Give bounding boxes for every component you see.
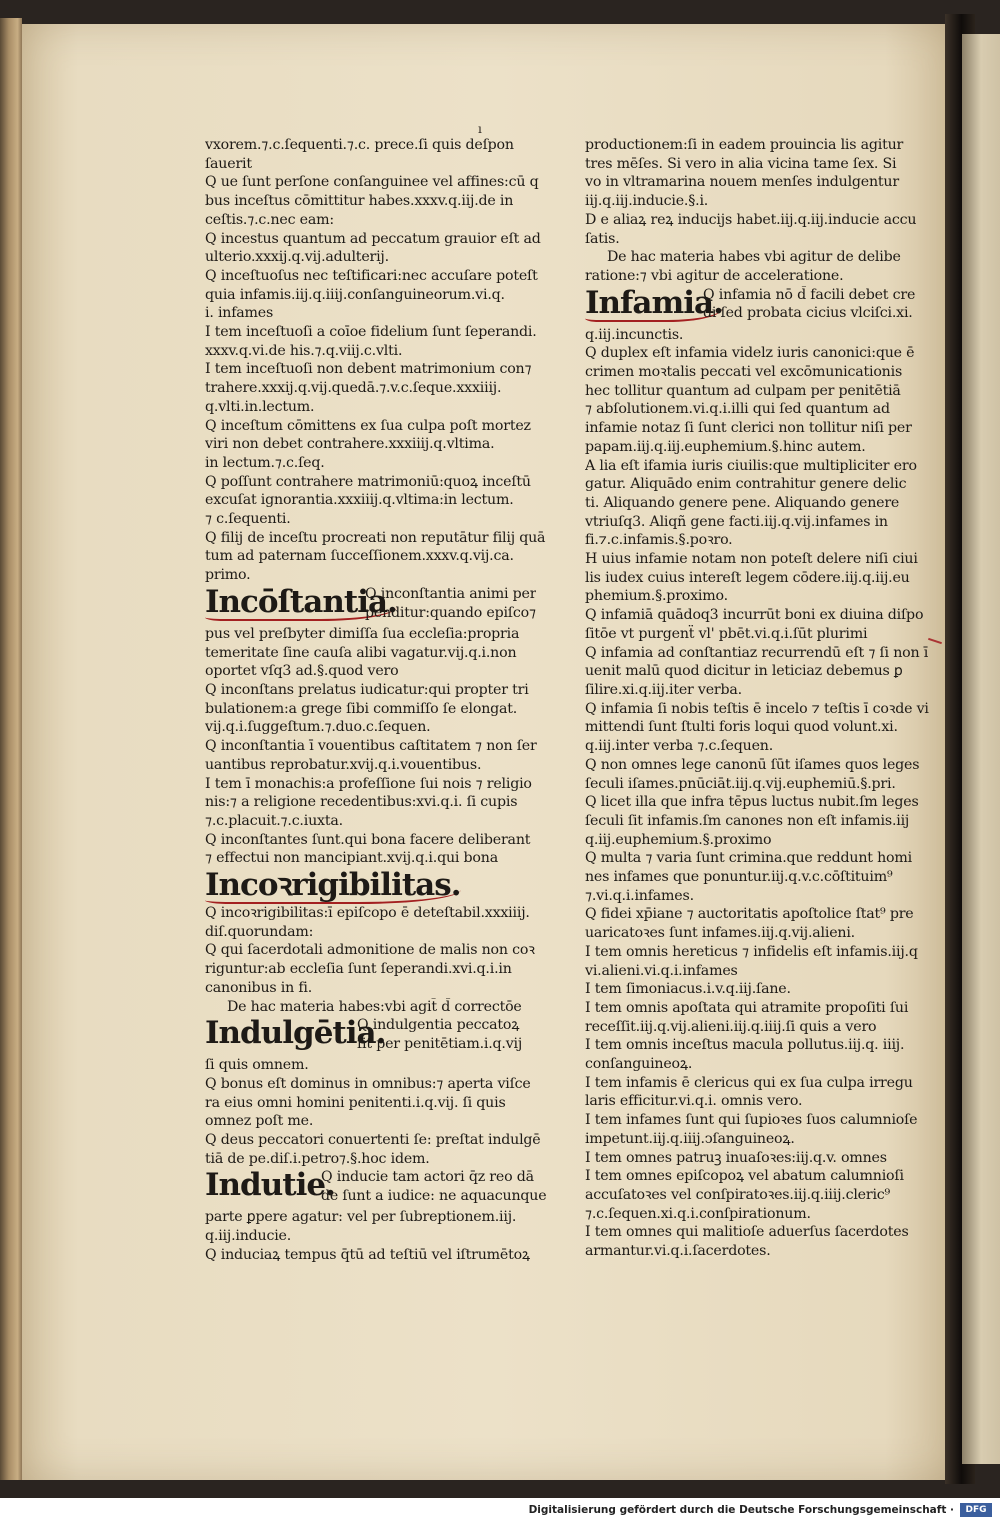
text-line: accuſatoꝛes vel conſpiratoꝛes.iij.q.iiij.cleric⁹	[585, 1186, 891, 1203]
text-line: ⁊.c.ſequen.xi.q.i.conſpirationum.	[585, 1205, 811, 1222]
text-line: q.vlti.in.lectum.	[205, 398, 315, 415]
text-line: Q fidei xp̄iane ⁊ auctoritatis apoſtolice ſtat⁹ pre	[585, 906, 914, 923]
headword-tail: Q infamia nō d̄ facili debet cre	[703, 286, 916, 303]
text-line: Q ue ſunt perſone conſanguinee vel affines:cū q	[205, 174, 539, 191]
dfg-logo: DFG	[960, 1503, 992, 1517]
text-line: ceſtis.⁊.c.nec eam:	[205, 211, 334, 228]
entry-head-indutie	[205, 1168, 557, 1208]
headword-tail: di ſed probata cicius vlciſci.xi.	[703, 305, 913, 322]
text-line: H uius infamie notam non poteſt delere niſi ciui	[585, 551, 918, 568]
text-line: ti. Aliquando genere pene. Aliquando genere	[585, 494, 900, 511]
text-line: De hac materia habes:vbi agit̄ d̄ correctōe	[227, 998, 522, 1015]
text-line: Q inceſtum cōmittens ex ſua culpa poſt mortez	[205, 417, 531, 434]
text-line: vtriuſq3. Aliqñ gene facti.iij.q.vij.infames in	[585, 513, 888, 530]
entry-head-incostantia	[205, 585, 557, 625]
text-line: pus vel preſbyter dimiſſa ſua eccleſia:propria	[205, 625, 520, 642]
text-line: mittendi ſunt ſtulti foris loqui quod volunt.xi.	[585, 719, 898, 736]
text-line: ⁊.vi.q.i.infames.	[585, 887, 694, 904]
text-line: primo.	[205, 567, 251, 584]
text-line: ſeculi iſames.pnūciāt.iij.q.vij.euphemiū.§.pri.	[585, 775, 896, 792]
text-line: ratione:⁊ vbi agitur de acceleratione.	[585, 267, 844, 284]
text-line: q.iij.inducie.	[205, 1228, 292, 1245]
headword-incorrigibilitas: Incoꝛrigibilitas.	[205, 867, 461, 904]
left-column-block-1	[205, 136, 557, 585]
text-line: excuſat ignorantia.xxxiiij.q.vltima:in lectum.	[205, 492, 514, 509]
text-line: Q infamia ad conſtantiaz recurrendū eſt ⁊ ſi non ī	[585, 644, 929, 661]
left-column-block-2	[205, 625, 557, 868]
text-line: ſilire.xi.q.iij.iter verba.	[585, 681, 742, 698]
headword-tail: Q inconſtantia animi per	[365, 585, 537, 602]
text-line: vi.alieni.vi.q.i.infames	[585, 962, 738, 979]
text-line: in lectum.⁊.c.ſeq.	[205, 454, 325, 471]
text-line: De hac materia habes vbi agitur de delibe	[607, 249, 901, 266]
text-line: conſanguineoꝝ.	[585, 1056, 693, 1073]
text-line: ſauerit	[205, 155, 252, 172]
text-line: tres mēſes. Si vero in alia vicina tame ſex. Si	[585, 155, 897, 172]
text-line: q.iij.inter verba ⁊.c.ſequen.	[585, 738, 774, 755]
text-line: lis iudex cuius intereſt legem cōdere.iij.q.iij.eu	[585, 569, 910, 586]
text-line: crimen moꝛtalis peccati vel excōmunicationis	[585, 364, 903, 381]
text-line: Q filij de inceſtu procreati non reputātur filij quā	[205, 529, 546, 546]
text-line: i. infames	[205, 305, 274, 322]
text-line: I tem omnes patruꝫ inuaſoꝛes:iij.q.v. omnes	[585, 1149, 887, 1166]
text-line: q.iij.euphemium.§.proximo	[585, 831, 772, 848]
text-line: trahere.xxxij.q.vij.quedā.⁊.v.c.ſeque.xxxiiij.	[205, 380, 502, 397]
text-line: nes infames que ponuntur.iij.q.v.c.cōſtituim⁹	[585, 869, 893, 886]
text-line: Q bonus eſt dominus in omnibus:⁊ aperta viſce	[205, 1075, 531, 1092]
headword-indutie: Indutie.	[205, 1167, 335, 1204]
text-line: Q induciaꝝ tempus q̄tū ad teſtiū vel iſtrumētoꝝ	[205, 1246, 530, 1263]
text-line: tiā de pe.diſ.i.petro⁊.§.hoc idem.	[205, 1150, 430, 1167]
text-line: Q infamiā quādoq3 incurrūt boni ex diuina diſpo	[585, 607, 924, 624]
text-line: papam.iij.q.iij.euphemium.§.hinc autem.	[585, 438, 866, 455]
text-line: tum ad paternam ſucceſſionem.xxxv.q.vij.ca.	[205, 548, 514, 565]
text-line: bus inceſtus cōmittitur habes.xxxv.q.iij.de in	[205, 193, 514, 210]
text-line: Q licet illa que infra tēpus luctus nubit.ſm leges	[585, 794, 919, 811]
text-line: armantur.vi.q.i.ſacerdotes.	[585, 1243, 771, 1260]
text-line: canonibus in fi.	[205, 979, 313, 996]
text-line: Q inconſtantia ī vouentibus caſtitatem ⁊ non ſer	[205, 738, 537, 755]
text-line: ſitōe vt purgenẗ vl' pbēt.vi.q.i.ſūt plurimi	[585, 625, 868, 642]
left-column	[205, 136, 557, 1265]
text-line: Q incestus quantum ad peccatum grauior eſt ad	[205, 230, 541, 247]
left-column-block-5	[205, 1208, 557, 1264]
text-line: parte ꝑpere agatur: vel per ſubreptionem.iij.	[205, 1209, 517, 1226]
text-line: iij.q.iij.inducie.§.i.	[585, 193, 709, 210]
text-line: I tem ſimoniacus.i.v.q.iij.ſane.	[585, 981, 791, 998]
page-mark: ı	[478, 122, 482, 136]
text-line: hec tollitur quantum ad culpam per penitētiā	[585, 382, 901, 399]
text-line: uantibus reprobatur.xvij.q.i.vouentibus.	[205, 756, 482, 773]
right-column	[585, 136, 937, 1261]
text-line: I tem omnis apoſtata qui atramite propoſiti ſui	[585, 999, 909, 1016]
left-column-block-4	[205, 1056, 557, 1168]
text-line: ſeculi ſit infamis.ſm canones non eſt infamis.iij	[585, 812, 910, 829]
text-line: viri non debet contrahere.xxxiiij.q.vltima.	[205, 436, 495, 453]
text-line: I tem inceſtuoſi a coīoe fidelium ſunt ſeperandi.	[205, 324, 537, 341]
text-line: I tem omnes epiſcopoꝝ vel abatum calumnioſi	[585, 1168, 904, 1185]
text-line: Q qui ſacerdotali admonitione de malis non coꝛ	[205, 942, 535, 959]
text-line: quia infamis.iij.q.iiij.conſanguineorum.vi.q.	[205, 286, 505, 303]
headword-tail: penditur:quando epiſco⁊	[365, 604, 536, 621]
text-line: oportet vſq3 ad.§.quod vero	[205, 663, 399, 680]
text-line: I tem omnes qui malitioſe aduerſus ſacerdotes	[585, 1224, 909, 1241]
text-line: Q incoꝛrigibilitas:ī epiſcopo ē deteſtabil.xxxiiij.	[205, 905, 530, 922]
page-edge-left	[0, 18, 22, 1480]
left-column-block-3	[205, 904, 557, 1016]
facing-page-edge	[962, 34, 1000, 1464]
text-line: Q infamia ſi nobis teſtis ē incelo ⁊ teſtis ī coꝛde vi	[585, 700, 929, 717]
right-column-block-1	[585, 136, 937, 286]
text-line: laris efficitur.vi.q.i. omnis vero.	[585, 1093, 803, 1110]
text-line: ⁊.c.placuit.⁊.c.iuxta.	[205, 812, 343, 829]
text-line: vo in vltramarina nouem menſes indulgentur	[585, 174, 899, 191]
text-line: fi.⁊.c.infamis.§.poꝛro.	[585, 532, 733, 549]
entry-head-infamia	[585, 286, 937, 326]
text-line: omnez poſt me.	[205, 1113, 314, 1130]
text-line: riguntur:ab eccleſia ſunt ſeperandi.xvi.q.i.in	[205, 961, 512, 978]
text-line: vxorem.⁊.c.ſequenti.⁊.c. prece.ſi quis deſpon	[205, 137, 514, 153]
text-line: vij.q.i.ſuggeſtum.⁊.duo.c.ſequen.	[205, 719, 431, 736]
text-line: Q duplex eſt infamia videlz iuris canonici:que ē	[585, 345, 915, 362]
text-line: gatur. Aliquādo enim contrahitur genere delic	[585, 476, 907, 493]
funding-note: Digitalisierung gefördert durch die Deutsche Forschungsgemeinschaft ·	[528, 1504, 954, 1516]
text-line: Q inconſtantes ſunt.qui bona facere deliberant	[205, 831, 531, 848]
headword-tail: Q inducie tam actori q̄z reo dā	[321, 1169, 534, 1186]
footer-bar	[0, 1498, 1000, 1523]
headword-incostantia: Incōſtantia.	[205, 583, 397, 620]
headword-infamia: Infamia.	[585, 284, 723, 321]
text-line: ⁊ abſolutionem.vi.q.i.illi qui ſed quantum ad	[585, 401, 890, 418]
text-line: xxxv.q.vi.de his.⁊.q.viij.c.vlti.	[205, 342, 403, 359]
right-column-block-2	[585, 326, 937, 1261]
text-line: I tem inceſtuoſi non debent matrimonium con⁊	[205, 361, 532, 378]
text-line: I tem infames ſunt qui ſupioꝛes ſuos calumnioſe	[585, 1112, 918, 1129]
entry-head-incorrigibilitas	[205, 868, 557, 904]
text-line: q.iij.incunctis.	[585, 326, 684, 343]
headword-indulgentia: Indulgētia.	[205, 1015, 386, 1052]
text-line: diſ.quorundam:	[205, 923, 314, 940]
text-line: Q multa ⁊ varia ſunt crimina.que reddunt homi	[585, 850, 912, 867]
text-line: uaricatoꝛes ſunt infames.iij.q.vij.alieni.	[585, 925, 855, 942]
text-line: I tem infamis ē clericus qui ex ſua culpa irregu	[585, 1074, 913, 1091]
text-line: Q non omnes lege canonū ſūt iſames quos leges	[585, 756, 920, 773]
text-line: Q poſſunt contrahere matrimoniū:quoꝝ inceſtū	[205, 473, 531, 490]
text-line: ⁊ c.ſequenti.	[205, 511, 291, 528]
headword-tail: Q indulgentia peccatoꝝ	[357, 1017, 520, 1034]
text-line: ra eius omni homini penitenti.i.q.vij. ſi quis	[205, 1094, 506, 1111]
text-line: ⁊ effectui non mancipiant.xvij.q.i.qui bona	[205, 850, 498, 867]
text-line: impetunt.iij.q.iiij.ↄſanguineoꝝ.	[585, 1130, 795, 1147]
text-line: infamie notaz ſi ſunt clerici non tollitur niſi per	[585, 420, 912, 437]
text-line: ſi quis omnem.	[205, 1057, 309, 1074]
text-line: Q deus peccatori conuertenti ſe: preſtat indulgē	[205, 1132, 541, 1149]
text-line: I tem ī monachis:a profeſſione ſui nois ⁊ religio	[205, 775, 532, 792]
text-line: Q inconſtans prelatus iudicatur:qui propter tri	[205, 681, 529, 698]
text-line: bulationem:a grege ſibi commiſſo ſe elongat.	[205, 700, 518, 717]
headword-tail: de ſunt a iudice: ne aquacunque	[321, 1188, 547, 1205]
text-line: I tem omnis inceſtus macula pollutus.iij.q. iiij.	[585, 1037, 905, 1054]
text-line: D e aliaꝝ reꝝ inducijs habet.iij.q.iij.inducie accu	[585, 211, 917, 228]
text-line: Q inceſtuoſus nec teſtificari:nec accuſare poteſt	[205, 267, 538, 284]
headword-tail: fit per penitētiam.i.q.vij	[357, 1035, 523, 1052]
text-line: I tem omnis hereticus ⁊ infidelis eſt infamis.iij.q	[585, 943, 918, 960]
entry-head-indulgentia	[205, 1016, 557, 1056]
text-line: phemium.§.proximo.	[585, 588, 728, 605]
text-line: nis:⁊ a religione recedentibus:xvi.q.i. ſi cupis	[205, 794, 518, 811]
text-line: A lia eſt ifamia iuris ciuilis:que multipliciter ero	[585, 457, 917, 474]
text-line: receſſit.iij.q.vij.alieni.iij.q.iiij.ſi quis a vero	[585, 1018, 877, 1035]
text-line: temeritate ſine cauſa alibi vagatur.vij.q.i.non	[205, 644, 517, 661]
text-line: ulterio.xxxij.q.vij.adulterij.	[205, 249, 389, 266]
text-line: uenit malū quod dicitur in leticiaz debemus ꝑ	[585, 663, 903, 680]
text-line: ſatis.	[585, 230, 620, 247]
text-line: productionem:ſi in eadem prouincia lis agitur	[585, 137, 904, 153]
